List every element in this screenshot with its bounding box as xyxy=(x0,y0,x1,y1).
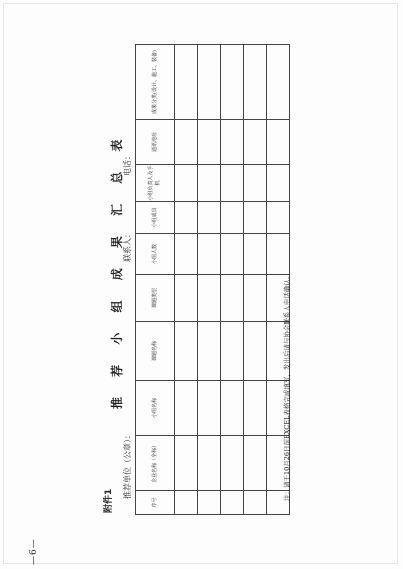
table-cell[interactable] xyxy=(221,322,244,381)
table-cell[interactable] xyxy=(221,45,244,120)
contact-person-label: 联系人： xyxy=(123,230,132,262)
table-cell[interactable] xyxy=(244,322,267,381)
table-cell[interactable] xyxy=(221,202,244,234)
table-cell[interactable] xyxy=(244,275,267,322)
table-cell[interactable] xyxy=(221,381,244,436)
table-cell[interactable] xyxy=(175,234,198,275)
table-cell[interactable] xyxy=(244,202,267,234)
table-cell[interactable] xyxy=(221,436,244,491)
table-cell[interactable] xyxy=(198,202,221,234)
table-cell[interactable] xyxy=(244,120,267,165)
header-cell: 成果分类(设计、施工、装备) xyxy=(136,45,175,120)
table-cell[interactable] xyxy=(198,165,221,202)
table-cell[interactable] xyxy=(221,165,244,202)
recommending-unit-label: 推荐单位（公章）： xyxy=(123,431,132,499)
header-cell: 课题类型 xyxy=(136,275,175,322)
table-cell[interactable] xyxy=(221,491,244,515)
table-cell[interactable] xyxy=(244,165,267,202)
header-cell: 序号 xyxy=(136,491,175,515)
table-row xyxy=(175,45,198,515)
table-cell[interactable] xyxy=(267,165,290,202)
table-cell[interactable] xyxy=(267,234,290,275)
table-cell[interactable] xyxy=(198,381,221,436)
table-cell[interactable] xyxy=(175,202,198,234)
table-cell[interactable] xyxy=(198,234,221,275)
table-row xyxy=(198,45,221,515)
table-row xyxy=(244,45,267,515)
table-cell[interactable] xyxy=(221,275,244,322)
table-cell[interactable] xyxy=(221,234,244,275)
footnote: 注：请于10月26日前EXCEL表格完成填写，发出后请与协会联系人电话确认。 xyxy=(283,272,291,501)
table-cell[interactable] xyxy=(198,436,221,491)
table-cell[interactable] xyxy=(175,322,198,381)
table-cell[interactable] xyxy=(175,165,198,202)
table-cell[interactable] xyxy=(175,436,198,491)
table-cell[interactable] xyxy=(244,491,267,515)
table-cell[interactable] xyxy=(267,45,290,120)
table-cell[interactable] xyxy=(244,436,267,491)
table-cell[interactable] xyxy=(267,202,290,234)
table-cell[interactable] xyxy=(244,234,267,275)
table-cell[interactable] xyxy=(267,120,290,165)
phone-label: 电话： xyxy=(123,152,132,176)
table-cell[interactable] xyxy=(198,120,221,165)
table-cell[interactable] xyxy=(175,45,198,120)
table-cell[interactable] xyxy=(198,322,221,381)
table-cell[interactable] xyxy=(175,381,198,436)
header-cell: 通讯地址 xyxy=(136,120,175,165)
table-cell[interactable] xyxy=(198,275,221,322)
document-title: 推 荐 小 组 成 果 汇 总 表 xyxy=(110,131,124,409)
summary-table xyxy=(135,44,290,515)
table-header-row xyxy=(136,45,175,515)
table-cell[interactable] xyxy=(175,120,198,165)
table-cell[interactable] xyxy=(175,491,198,515)
header-cell: 小组人数 xyxy=(136,234,175,275)
table-cell[interactable] xyxy=(244,381,267,436)
table-cell[interactable] xyxy=(221,120,244,165)
page-number: —6— xyxy=(29,538,39,565)
header-cell: 课题名称 xyxy=(136,322,175,381)
table-cell[interactable] xyxy=(198,491,221,515)
table-cell[interactable] xyxy=(198,45,221,120)
header-cell: 小组负责人及手机 xyxy=(136,165,175,202)
table-row xyxy=(221,45,244,515)
header-cell: 企业名称（全称） xyxy=(136,436,175,491)
header-cell: 小组成员 xyxy=(136,202,175,234)
annex-label: 附件1 xyxy=(104,488,114,513)
header-cell: 小组名称 xyxy=(136,381,175,436)
table-cell[interactable] xyxy=(244,45,267,120)
table-cell[interactable] xyxy=(175,275,198,322)
